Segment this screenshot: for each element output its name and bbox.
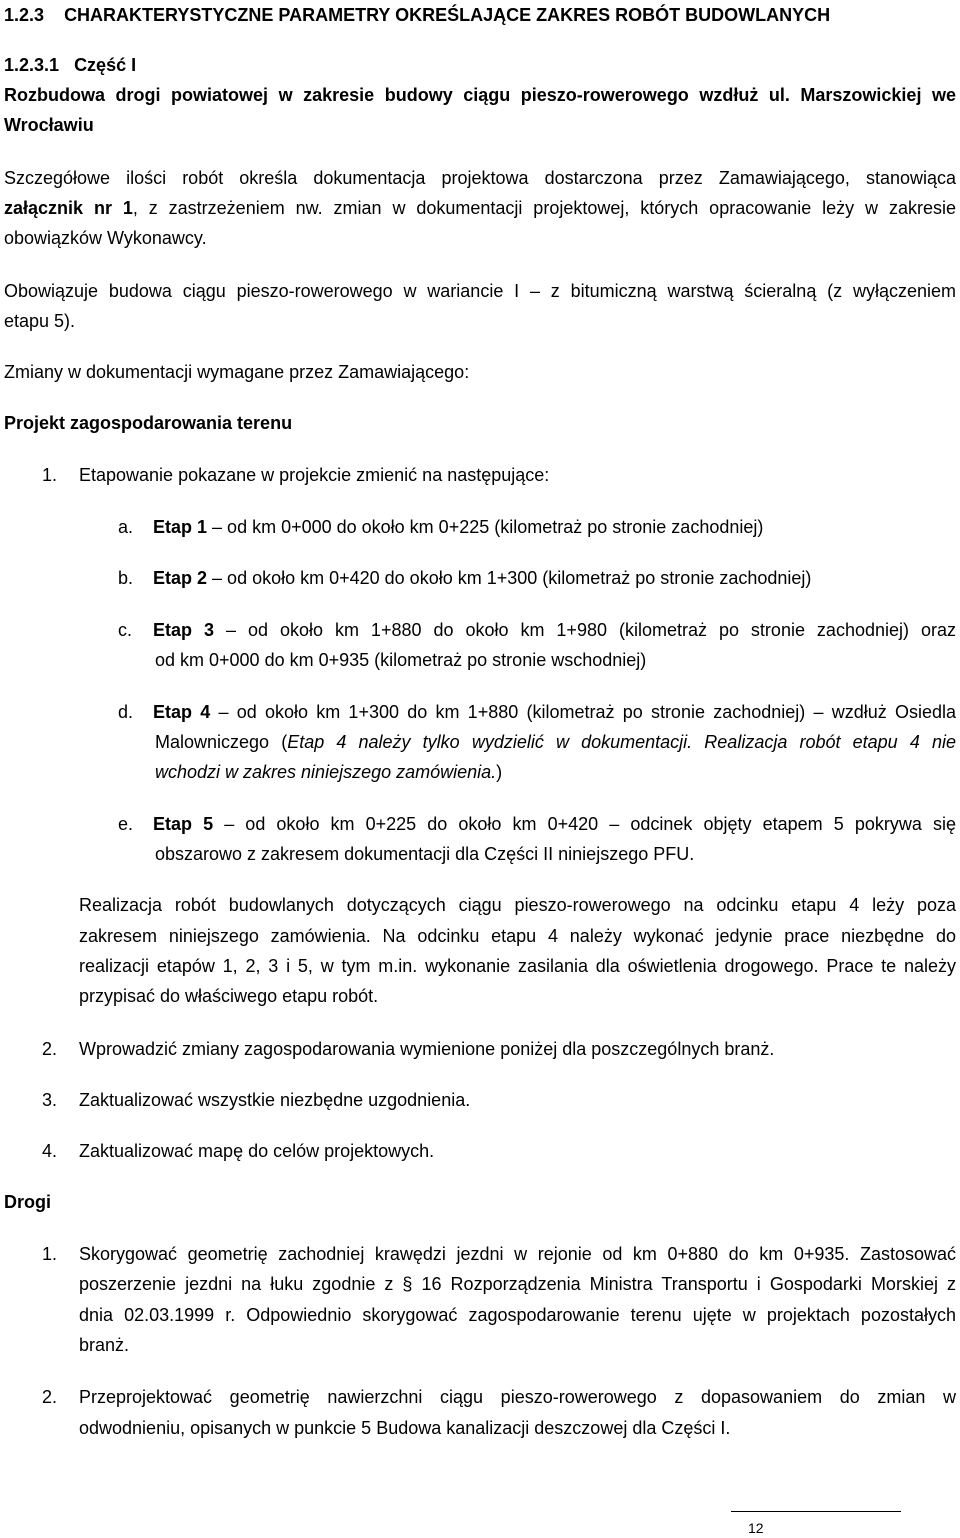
roads-heading: Drogi [4,1192,51,1212]
intro-line-3: obowiązków Wykonawcy. [4,228,207,248]
item-2-number: 2. [42,1039,58,1059]
road-item-1-line-1: Skorygować geometrię zachodniej krawędzi jezdni w rejonie od km 0+880 do km 0+935. Zastosować [79,1244,956,1264]
intro-line-2: załącznik nr 1, z zastrzeżeniem nw. zmian w dokumentacji projektowej, których opracowanie leży w zakresie [4,198,956,218]
section-heading-title: CHARAKTERYSTYCZNE PARAMETRY OKREŚLAJĄCE ZAKRES ROBÓT BUDOWLANYCH [64,5,831,25]
stage-c-letter: c. [118,620,133,640]
stage-3-label: Etap 3 [153,620,214,640]
realization-line-1: Realizacja robót budowlanych dotyczących ciągu pieszo-rowerowego na odcinku etapu 4 leży poza [79,895,956,915]
stage-4-label: Etap 4 [153,702,211,722]
subsection-number: 1.2.3.1 [4,55,60,75]
stage-2-label: Etap 2 [153,568,208,588]
subsection-heading [4,50,136,80]
land-development-heading: Projekt zagospodarowania terenu [4,413,293,433]
item-1-number: 1. [42,465,58,485]
realization-line-2: zakresem niniejszego zamówienia. Na odcinku etapu 4 należy wykonać jedynie prace niezbędne do [79,926,956,946]
road-item-2-number: 2. [42,1387,58,1407]
stage-d-line-1: Etap 4 – od około km 1+300 do km 1+880 (kilometraż po stronie zachodniej) – wzdłuż Osiedla [153,702,956,722]
item-2-text: Wprowadzić zmiany zagospodarowania wymienione poniżej dla poszczególnych branż. [79,1039,775,1059]
section-heading [4,0,830,30]
stage-d-line-2: Malowniczego (Etap 4 należy tylko wydzielić w dokumentacji. Realizacja robót etapu 4 nie [155,732,956,752]
road-item-1-line-3: dnia 02.03.1999 r. Odpowiednio skorygować zagospodarowanie terenu ujęte w projektach pozostałych [79,1305,956,1325]
section-title-line-1: Rozbudowa drogi powiatowej w zakresie budowy ciągu pieszo-rowerowego wzdłuż ul. Marszowickiej we [4,85,956,105]
stage-5-label: Etap 5 [153,814,214,834]
realization-line-4: przypisać do właściwego etapu robót. [79,986,379,1006]
section-heading-number: 1.2.3 [4,5,45,25]
stage-b-letter: b. [118,568,134,588]
stage-c-line-2: od km 0+000 do km 0+935 (kilometraż po stronie wschodniej) [155,650,647,670]
attachment-reference: załącznik nr 1 [4,198,133,218]
item-1-text: Etapowanie pokazane w projekcie zmienić na następujące: [79,465,550,485]
stage-e-letter: e. [118,814,134,834]
page-number: 12 [748,1520,764,1536]
road-item-1-number: 1. [42,1244,58,1264]
road-item-2-line-2: odwodnieniu, opisanych w punkcie 5 Budowa kanalizacji deszczowej dla Części I. [79,1418,731,1438]
obligation-line-2: etapu 5). [4,311,76,331]
stage-1-label: Etap 1 [153,517,208,537]
item-3-text: Zaktualizować wszystkie niezbędne uzgodnienia. [79,1090,471,1110]
subsection-title: Część I [74,55,137,75]
intro-line-1: Szczegółowe ilości robót określa dokumentacja projektowa dostarczona przez Zamawiającego, stanowiąca [4,168,956,188]
item-3-number: 3. [42,1090,58,1110]
stage-a-letter: a. [118,517,134,537]
realization-line-3: realizacji etapów 1, 2, 3 i 5, w tym m.in. wykonanie zasilania dla oświetlenia drogowego. Prace te należy [79,956,956,976]
road-item-2-line-1: Przeprojektować geometrię nawierzchni ciągu pieszo-rowerowego z dopasowaniem do zmian w [79,1387,956,1407]
stage-d-line-3: wchodzi w zakres niniejszego zamówienia.) [155,762,503,782]
footer-divider [731,1511,901,1512]
changes-intro: Zmiany w dokumentacji wymagane przez Zamawiającego: [4,362,470,382]
stage-d-letter: d. [118,702,134,722]
stage-a-text: Etap 1 – od km 0+000 do około km 0+225 (kilometraż po stronie zachodniej) [153,517,764,537]
stage-e-line-1: Etap 5 – od około km 0+225 do około km 0+420 – odcinek objęty etapem 5 pokrywa się [153,814,956,834]
road-item-1-line-2: poszerzenie jezdni na łuku zgodnie z § 16 Rozporządzenia Ministra Transportu i Gospodarki Morskiej z [79,1274,956,1294]
obligation-line-1: Obowiązuje budowa ciągu pieszo-rowerowego w wariancie I – z bitumiczną warstwą ścieralną (z wyłączeniem [4,281,956,301]
section-title-line-2: Wrocławiu [4,115,94,135]
stage-b-text: Etap 2 – od około km 0+420 do około km 1+300 (kilometraż po stronie zachodniej) [153,568,812,588]
road-item-1-line-4: branż. [79,1335,130,1355]
stage-c-line-1: Etap 3 – od około km 1+880 do około km 1+980 (kilometraż po stronie zachodniej) oraz [153,620,956,640]
stage-e-line-2: obszarowo z zakresem dokumentacji dla Części II niniejszego PFU. [155,844,695,864]
item-4-text: Zaktualizować mapę do celów projektowych. [79,1141,435,1161]
item-4-number: 4. [42,1141,58,1161]
